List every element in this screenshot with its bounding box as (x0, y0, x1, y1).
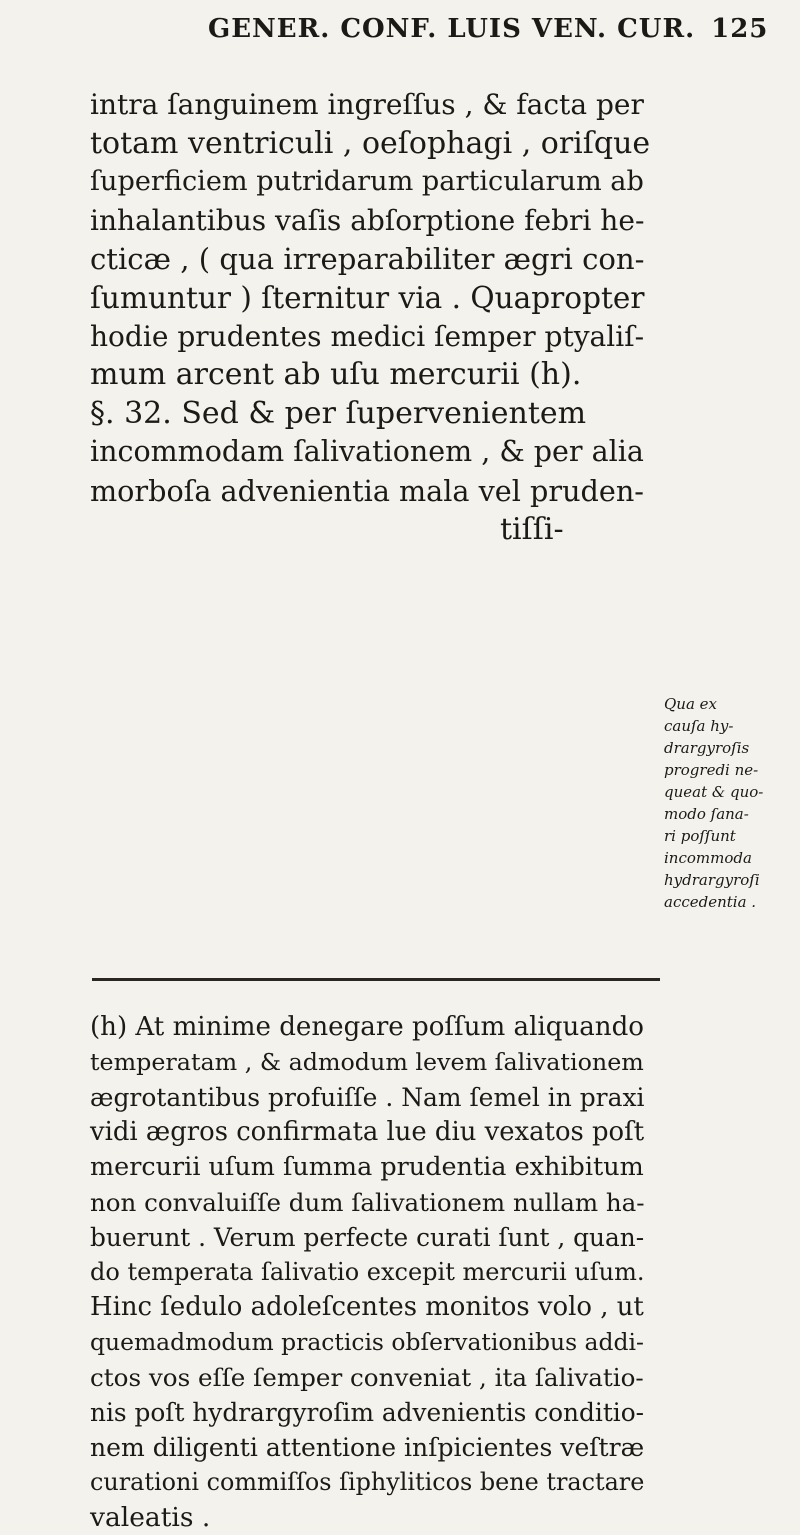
footnote-block (90, 1010, 650, 1535)
footnote-line: temperatam , & admodum levem ſalivationem (90, 1048, 644, 1076)
footnote-line: vidi ægros confirmata lue diu vexatos poſt (90, 1117, 645, 1147)
text-line: ſuperficiem putridarum particularum ab (90, 166, 644, 198)
footnote-line: nem diligenti attentione inſpicientes veſtræ (90, 1433, 645, 1462)
text-line: cticæ , ( qua irreparabiliter ægri con- (90, 242, 645, 277)
footnote-line: buerunt . Verum perfecte curati ſunt , quan- (90, 1223, 645, 1252)
footnote-line: non convaluiſſe dum ſalivationem nullam ha- (90, 1188, 645, 1217)
footnote-line: valeatis . (90, 1502, 211, 1533)
page-number: 125 (711, 14, 769, 44)
main-text-block (90, 86, 650, 549)
footnote-line: (h) At minime denegare poſſum aliquando (90, 1012, 644, 1042)
text-line: intra ſanguinem ingreſſus , & facta per (90, 88, 644, 121)
text-line: totam ventriculi , oeſophagi , oriſque (90, 125, 651, 161)
marginal-note-line: ri poſſunt (664, 827, 736, 845)
text-line: §. 32. Sed & per ſupervenientem (90, 395, 587, 431)
text-line: hodie prudentes medici ſemper ptyaliſ- (90, 319, 645, 353)
marginal-note-line: cauſa hy- (664, 717, 734, 735)
text-line: tiſſi- (500, 511, 564, 547)
running-head (208, 14, 768, 44)
marginal-note-line: progredi ne- (664, 761, 759, 779)
marginal-note-line: incommoda (664, 849, 752, 867)
marginal-note-line: drargyroſis (664, 739, 750, 757)
footnote-line: do temperata ſalivatio excepit mercurii uſum. (90, 1258, 645, 1286)
marginal-note-line: modo ſana- (664, 805, 749, 823)
text-line: inhalantibus vaſis abſorptione febri he- (90, 203, 645, 237)
marginal-note-line: queat & quo- (664, 783, 764, 801)
marginal-note-line: hydrargyroſi (664, 871, 760, 889)
footnote-line: ægrotantibus profuiſſe . Nam ſemel in praxi (90, 1083, 645, 1112)
footnote-line: quemadmodum practicis obſervationibus addi- (90, 1328, 644, 1356)
footnote-line: nis poſt hydrargyroſim advenientis conditio- (90, 1398, 645, 1427)
text-line: ſumuntur ) ſternitur via . Quapropter (90, 280, 645, 315)
marginal-note (664, 693, 792, 913)
text-line: incommodam ſalivationem , & per alia (90, 435, 644, 469)
footnote-line: Hinc ſedulo adoleſcentes monitos volo , ut (90, 1292, 644, 1322)
text-line: mum arcent ab uſu mercurii (h). (90, 357, 582, 393)
footnote-separator-rule (92, 978, 660, 981)
running-head-title: GENER. CONF. LUIS VEN. CUR. (208, 14, 696, 44)
footnote-line: mercurii uſum ſumma prudentia exhibitum (90, 1152, 644, 1182)
footnote-line: curationi commiſſos ſiphyliticos bene tractare (90, 1468, 645, 1496)
text-line: morboſa advenientia mala vel pruden- (90, 473, 644, 508)
marginal-note-line: Qua ex (664, 695, 718, 713)
footnote-line: ctos vos eſſe ſemper conveniat , ita ſalivatio- (90, 1363, 644, 1392)
marginal-note-line: accedentia . (664, 893, 757, 911)
